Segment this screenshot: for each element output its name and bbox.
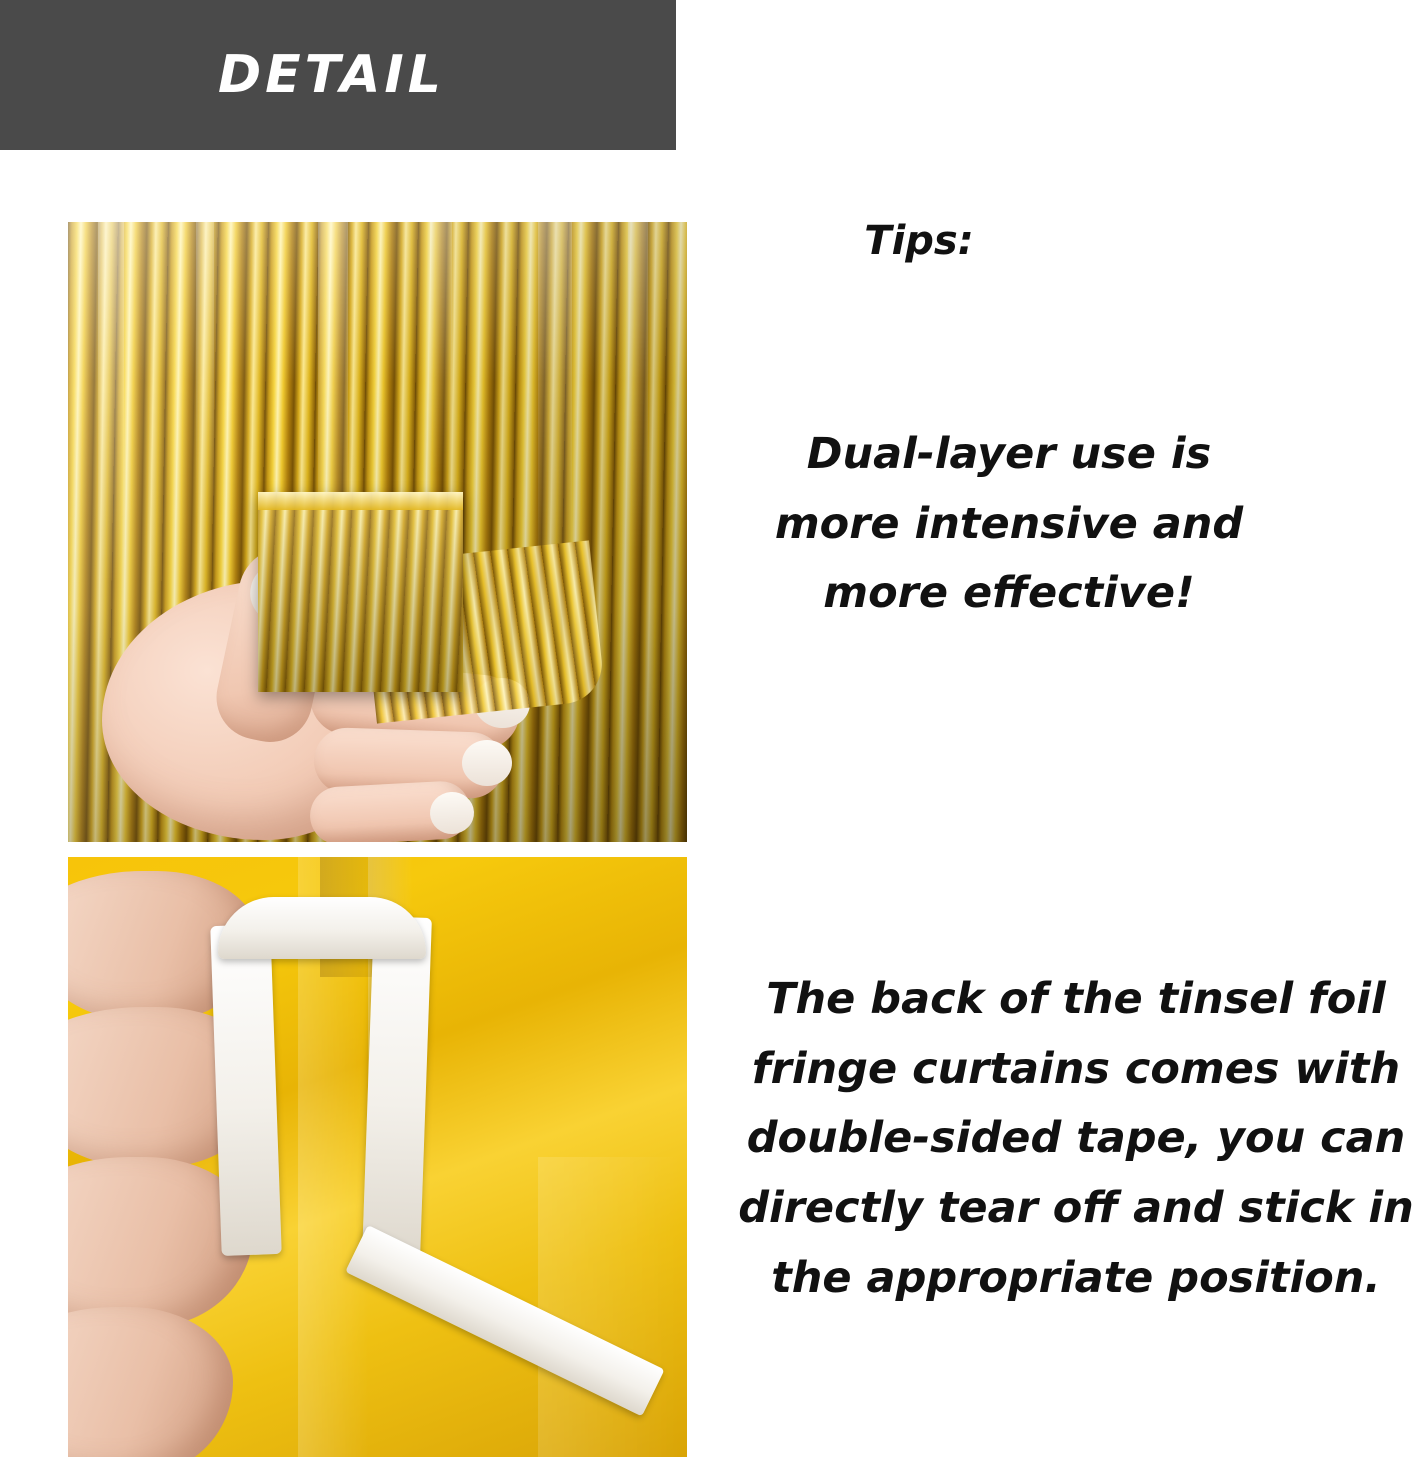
- tips-line: directly tear off and stick in: [738, 1182, 1414, 1233]
- fingernail: [462, 740, 512, 786]
- bundle-top-band: [258, 492, 463, 510]
- tips-label: Tips:: [864, 218, 974, 264]
- tips-line: double-sided tape, you can: [746, 1113, 1406, 1164]
- tips-paragraph-tape: [700, 965, 1428, 1313]
- tape-strip-left-leg: [210, 924, 281, 1256]
- tips-line: the appropriate position.: [771, 1252, 1381, 1303]
- tips-line: Dual-layer use is: [806, 429, 1212, 479]
- tips-line: more effective!: [823, 568, 1195, 619]
- tips-text-column: [700, 0, 1428, 1469]
- tips-line: more intensive and: [774, 498, 1244, 549]
- tips-line: fringe curtains comes with: [751, 1043, 1401, 1094]
- tips-paragraph-dual-layer: [700, 420, 1428, 629]
- tips-line: The back of the tinsel foil: [766, 974, 1386, 1024]
- tape-strip-loop-top: [218, 897, 426, 959]
- page-title: DETAIL: [218, 45, 445, 105]
- finger-segment: [68, 1307, 233, 1457]
- bundle-shading: [258, 492, 463, 692]
- product-photo-double-sided-tape: [68, 857, 687, 1457]
- product-photo-tinsel-bundle: [68, 222, 687, 842]
- foil-crease-highlight: [538, 1157, 678, 1457]
- tape-strip-right-leg: [362, 916, 432, 1258]
- detail-header-banner: [0, 0, 676, 150]
- tinsel-bundle: [258, 492, 463, 692]
